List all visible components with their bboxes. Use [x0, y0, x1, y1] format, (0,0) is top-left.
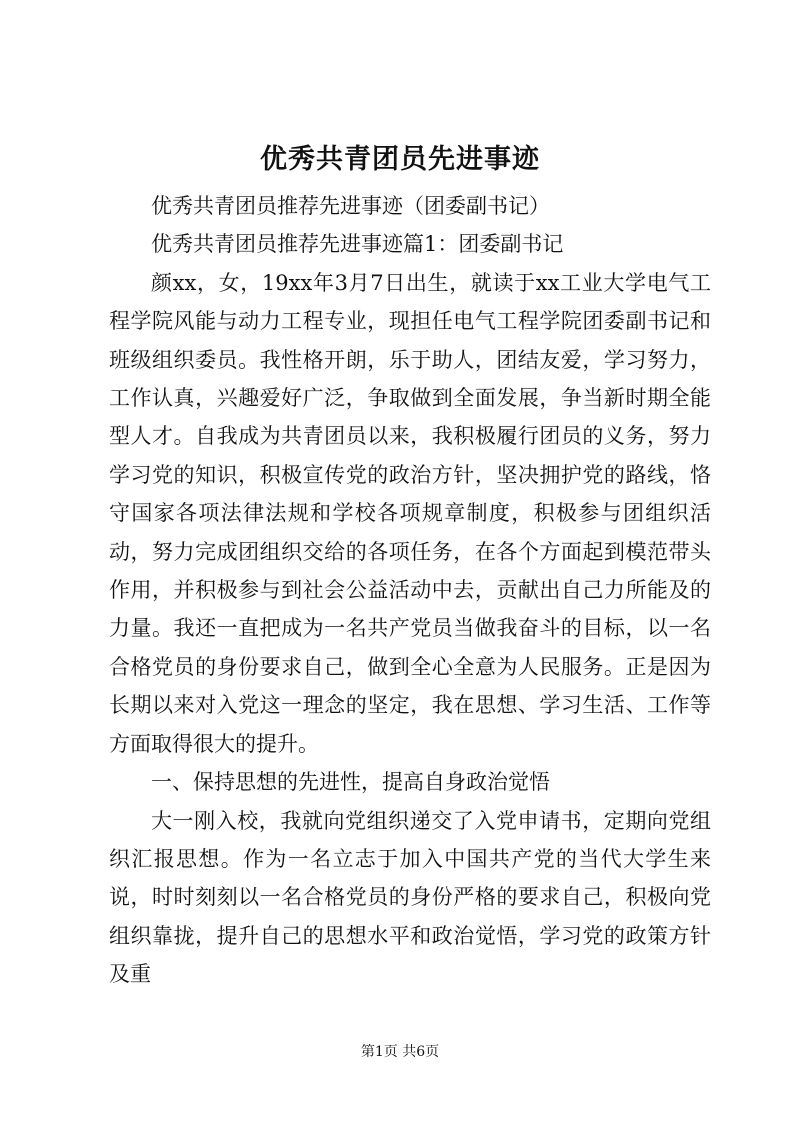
paragraph-section-heading: 优秀共青团员推荐先进事迹篇1：团委副书记: [151, 232, 564, 257]
paragraph-introduction: 颜xx，女，19xx年3月7日出生，就读于xx工业大学电气工程学院风能与动力工程专业，现担任电气工程学院团委副书记和班级组织委员。我性格开朗，乐于助人，团结友爱，学习努力，工作认真，兴趣爱好广泛，争取做到全面发展，争当新时期全能型人才。自我成为共青团员以来，我积极履行团员的义务，努力学习党的知识，积极宣传党的政治方针，坚决拥护党的路线，恪守国家各项法律法规和学校各项规章制度，积极参与团组织活动，努力完成团组织交给的各项任务，在各个方面起到模范带头作用，并积极参与到社会公益活动中去，贡献出自己力所能及的力量。我还一直把成为一名共产党员当做我奋斗的目标，以一名合格党员的身份要求自己，做到全心全意为人民服务。正是因为长期以来对入党这一理念的坚定，我在思想、学习生活、工作等方面取得很大的提升。: [109, 270, 711, 756]
document-title: 优秀共青团员先进事迹: [260, 144, 540, 175]
paragraph-freshman-year: 大一刚入校，我就向党组织递交了入党申请书，定期向党组织汇报思想。作为一名立志于加入中国共产党的当代大学生来说，时时刻刻以一名合格党员的身份严格的要求自己，积极向党组织靠拢，提升自己的思想水平和政治觉悟，学习党的政策方针及重: [109, 808, 711, 987]
paragraph-subheading-thought: 一、保持思想的先进性，提高自身政治觉悟: [151, 770, 550, 795]
paragraph-recommend-heading: 优秀共青团员推荐先进事迹（团委副书记）: [151, 194, 550, 218]
document-body: [109, 187, 711, 994]
page-number-footer: 第1页 共6页: [360, 1044, 440, 1060]
